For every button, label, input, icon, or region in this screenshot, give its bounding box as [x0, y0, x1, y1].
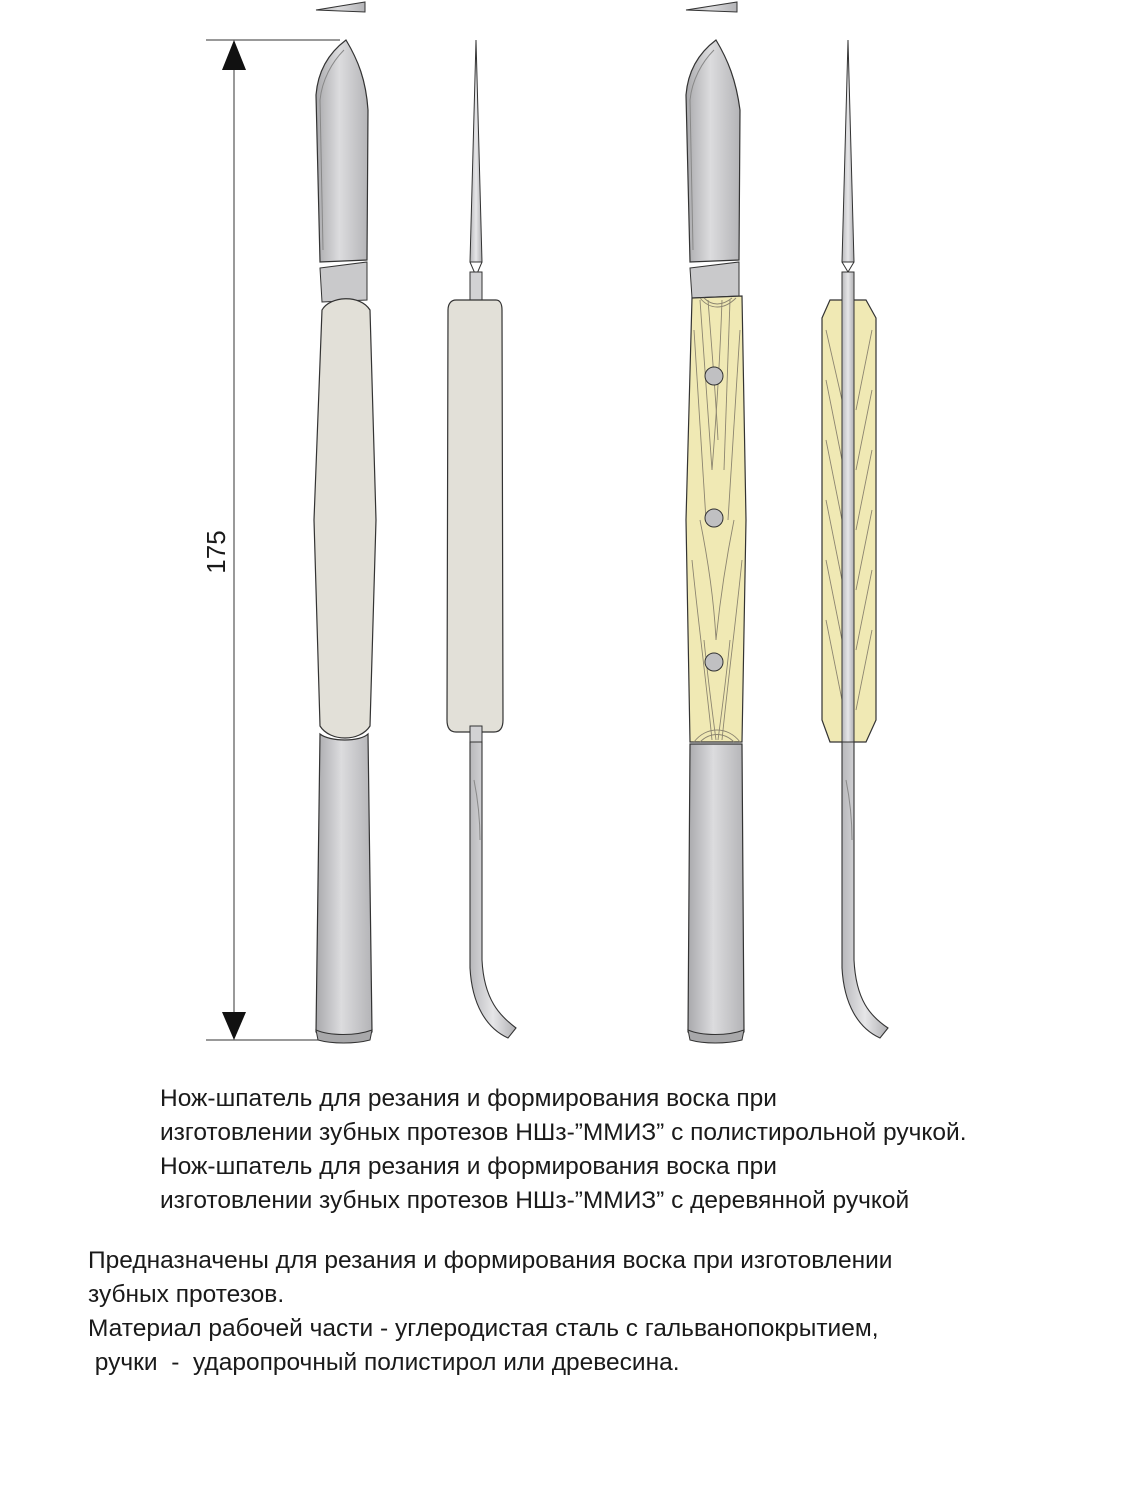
polystyrene-handle-side	[447, 300, 503, 732]
description-line: ручки - ударопрочный полистирол или древесина.	[88, 1349, 680, 1376]
dimension-arrow-up-icon	[222, 40, 246, 70]
dimension-label: 175	[201, 530, 231, 574]
polystyrene-handle	[314, 299, 376, 738]
description-line: зубных протезов.	[88, 1281, 285, 1308]
rivet	[705, 367, 723, 385]
dimension-arrow-down-icon	[222, 1012, 246, 1040]
caption-line: Нож-шпатель для резания и формирования воска при	[160, 1085, 777, 1112]
side-blade	[842, 40, 854, 262]
tool-polystyrene-side	[447, 40, 516, 1038]
tool-wood-front	[686, 40, 746, 1043]
rivet	[705, 653, 723, 671]
edge-profile-marker-2	[686, 2, 737, 12]
edge-profile-marker-1	[316, 2, 365, 12]
side-shank-hook	[842, 742, 888, 1038]
description-line: Предназначены для резания и формирования воска при изготовлении	[88, 1247, 893, 1274]
collar	[690, 262, 739, 298]
shank	[688, 744, 744, 1038]
side-blade	[470, 40, 482, 262]
rivet	[705, 509, 723, 527]
shank	[316, 734, 372, 1038]
blade	[686, 40, 740, 262]
collar	[320, 262, 367, 302]
description-line: Материал рабочей части - углеродистая сталь с гальванопокрытием,	[88, 1315, 879, 1342]
product-caption	[160, 1082, 967, 1218]
side-shank-hook	[470, 742, 516, 1038]
product-description	[88, 1244, 893, 1380]
caption-line: Нож-шпатель для резания и формирования воска при	[160, 1153, 777, 1180]
tool-polystyrene-front	[314, 40, 376, 1043]
tool-wood-side	[822, 40, 888, 1038]
caption-line: изготовлении зубных протезов НШз-”ММИЗ” с деревянной ручкой	[160, 1187, 910, 1214]
blade	[316, 40, 368, 262]
caption-line: изготовлении зубных протезов НШз-”ММИЗ” с полистирольной ручкой.	[160, 1119, 967, 1146]
